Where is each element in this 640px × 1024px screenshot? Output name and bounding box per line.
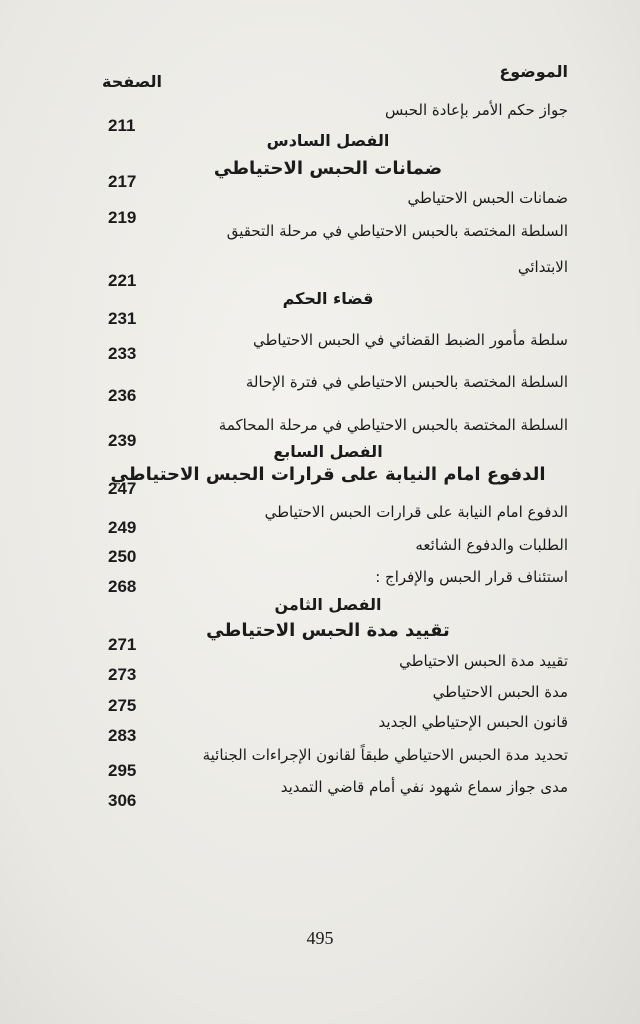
toc-heading-title: الفصل الثامن <box>274 595 382 614</box>
toc-entry-title: مدة الحبس الاحتياطي <box>432 683 568 701</box>
toc-heading-title: تقييد مدة الحبس الاحتياطي <box>206 620 450 641</box>
toc-entry <box>88 216 568 246</box>
toc-entry-title: تحديد مدة الحبس الاحتياطي طبقاً لقانون الإجراءات الجنائية <box>202 746 568 764</box>
toc-page-number: 275 <box>108 696 137 715</box>
toc-page-number: 250 <box>108 547 137 566</box>
page-column-header: الصفحة <box>102 72 163 91</box>
toc-page-number: 249 <box>108 518 137 537</box>
toc-page-number: 217 <box>108 172 137 191</box>
toc-page-number: 236 <box>108 386 137 405</box>
toc-entry <box>88 562 568 596</box>
toc-page-number: 221 <box>108 271 137 290</box>
toc-entry-title: جواز حكم الأمر بإعادة الحبس <box>385 101 568 119</box>
toc-entry <box>88 646 568 684</box>
toc-entry-title: استئناف قرار الحبس والإفراج : <box>375 568 568 586</box>
toc-heading-title: قضاء الحكم <box>282 289 374 308</box>
toc-entry-title: الابتدائي <box>517 258 568 276</box>
toc-heading-title: الدفوع امام النيابة على قرارات الحبس الاحتياطي <box>110 464 546 485</box>
toc-heading-title: الفصل السابع <box>273 442 383 461</box>
toc-entry <box>88 497 568 537</box>
toc-entry-title: السلطة المختصة بالحبس الاحتياطي في مرحلة التحقيق <box>226 222 568 240</box>
toc-heading <box>88 126 568 156</box>
toc-page-number: 219 <box>108 208 137 227</box>
toc-heading-title: ضمانات الحبس الاحتياطي <box>213 158 443 179</box>
subject-column-header: الموضوع <box>499 62 568 81</box>
toc-entry <box>88 325 568 363</box>
toc-heading-title: الفصل السادس <box>266 131 390 150</box>
toc-page-number: 306 <box>108 791 137 810</box>
toc-heading <box>88 616 568 654</box>
toc-entry <box>88 410 568 450</box>
toc-entry <box>88 95 568 135</box>
toc-page-number: 271 <box>108 635 137 654</box>
toc-page-number: 233 <box>108 344 137 363</box>
toc-entry-title: السلطة المختصة بالحبس الاحتياطي في فترة الإحالة <box>245 373 568 391</box>
toc-heading <box>88 460 568 498</box>
toc-entry-title: الطلبات والدفوع الشائعه <box>415 536 568 554</box>
toc-entry-title: قانون الحبس الإحتياطي الجديد <box>378 713 568 731</box>
toc-entry <box>88 367 568 405</box>
toc-entry-title: تقييد مدة الحبس الاحتياطي <box>399 652 568 670</box>
toc-page-number: 268 <box>108 577 137 596</box>
toc-heading <box>88 154 568 191</box>
toc-entry <box>88 740 568 780</box>
toc-entry <box>88 183 568 227</box>
toc-entry <box>88 677 568 715</box>
toc-entry-title: سلطة مأمور الضبط القضائي في الحبس الاحتياطي <box>252 331 568 349</box>
toc-page-number: 247 <box>108 479 137 498</box>
toc-entry-title: ضمانات الحبس الاحتياطي <box>407 189 568 207</box>
toc-page-number: 211 <box>108 116 136 135</box>
toc-page-number: 231 <box>108 309 137 328</box>
toc-entry <box>88 530 568 566</box>
toc-entry <box>88 252 568 290</box>
toc-entry <box>88 707 568 745</box>
toc-entry <box>88 772 568 810</box>
toc-page-number: 295 <box>108 761 137 780</box>
toc-page-number: 239 <box>108 431 137 450</box>
toc-heading <box>88 284 568 328</box>
toc-page-number: 283 <box>108 726 137 745</box>
toc-entry-title: الدفوع امام النيابة على قرارات الحبس الاحتياطي <box>264 503 568 521</box>
toc-page-number: 273 <box>108 665 137 684</box>
page-number: 495 <box>306 928 334 948</box>
toc-entry-title: مدى جواز سماع شهود نفي أمام قاضي التمديد <box>280 778 568 796</box>
toc-entry-title: السلطة المختصة بالحبس الاحتياطي في مرحلة المحاكمة <box>218 416 568 434</box>
